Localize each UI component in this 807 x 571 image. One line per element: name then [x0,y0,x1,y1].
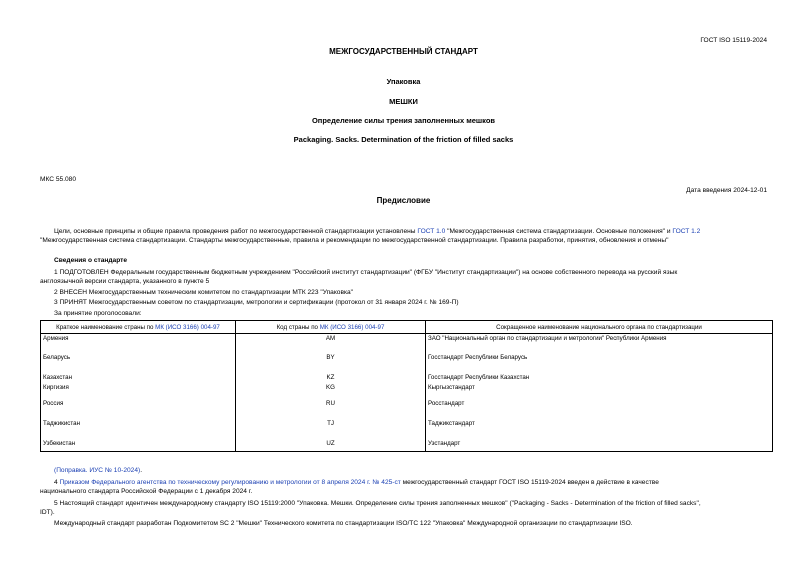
table-row [41,353,773,373]
table-row [41,419,773,439]
code-cell: RU [236,399,426,419]
code-cell: KZ [236,373,426,383]
country-cell: Казахстан [41,373,236,383]
item-3: 3 ПРИНЯТ Межгосударственным советом по стандартизации, метрологии и сертификации (протокол от 31 января 2024 г. № 169-П) [54,299,459,306]
column-header-country-text: Краткое наименование страны по [56,323,156,331]
table-row [41,334,773,353]
item-4-line-2: национального стандарта Российской Федерации с 1 декабря 2024 г. [40,488,253,495]
foreword-text-2: "Межгосударственная система стандартизации. Основные положения" и [445,228,673,235]
document-code: ГОСТ ISO 15119-2024 [700,37,767,44]
code-cell: KG [236,383,426,399]
table-row [41,399,773,419]
item-2: 2 ВНЕСЕН Межгосударственным техническим комитетом по стандартизации МТК 223 "Упаковка" [54,289,353,296]
country-cell: Россия [41,399,236,419]
country-cell: Армения [41,334,236,353]
gost-1-2-link[interactable]: ГОСТ 1.2 [672,228,701,235]
table-header-row [41,321,773,334]
item-4-text: межгосударственный стандарт ГОСТ ISO 15119-2024 введен в действие в качестве [400,479,659,486]
amendment-link[interactable]: (Поправка. ИУС № 10-2024) [54,467,141,474]
object-heading: МЕШКИ [389,97,418,106]
code-cell: BY [236,353,426,373]
item-5-line-2: IDT). [40,509,55,516]
voted-label: За принятие проголосовали: [54,310,142,317]
column-header-code-text: Код страны по [276,323,320,331]
mks-code: МКС 55.080 [40,176,77,183]
table-row [41,373,773,383]
body-cell: Госстандарт Республики Казахстан [426,373,773,383]
order-link[interactable]: Приказом Федерального агентства по техническому регулированию и метрологии от 8 апреля 2024 г. № 425-ст [59,479,401,486]
country-cell: Узбекистан [41,439,236,452]
mk-3166-link[interactable]: МК (ИСО 3166) 004-97 [155,323,220,331]
body-cell: Кыргызстандарт [426,383,773,399]
body-cell: ЗАО "Национальный орган по стандартизации и метрологии" Республики Армения [426,334,773,353]
item-5-line-1: 5 Настоящий стандарт идентичен международному стандарту ISO 15119:2000 "Упаковка. Мешки. Определение силы трения заполненных мешков" ("Packaging - Sacks - Determination of the friction of filled sacks", [54,500,701,507]
body-cell: Росстандарт [426,399,773,419]
foreword-text-3: "Межгосударственная система стандартизации. Стандарты межгосударственные, правила и рекомендации по межгосударственной стандартизации. Правила разработки, принятия, обновления и отмены" [40,237,669,244]
foreword-paragraph [40,227,770,237]
info-heading: Сведения о стандарте [54,257,128,264]
country-cell: Таджикистан [41,419,236,439]
amendment-tail: . [140,467,143,474]
column-header-body: Сокращенное наименование национального органа по стандартизации [426,321,773,334]
item-5-line-3: Международный стандарт разработан Подкомитетом SC 2 "Мешки" Технического комитета по стандартизации ISO/TC 122 "Упаковка" Международной организации по стандартизации ISO. [54,520,633,527]
country-cell: Беларусь [41,353,236,373]
intro-date: Дата введения 2024-12-01 [686,187,767,194]
item-4-number: 4 [54,479,60,486]
title-en: Packaging. Sacks. Determination of the friction of filled sacks [293,135,514,144]
code-cell: TJ [236,419,426,439]
code-cell: UZ [236,439,426,452]
foreword-heading: Предисловие [376,196,431,205]
column-header-country [41,321,236,334]
item-1-line-1: 1 ПОДГОТОВЛЕН Федеральным государственным бюджетным учреждением "Российский институт стандартизации" (ФГБУ "Институт стандартизации") на основе собственного перевода на русский язык [54,269,678,276]
country-cell: Киргизия [41,383,236,399]
member-countries-table [40,320,773,452]
body-cell: Узстандарт [426,439,773,452]
foreword-text-1: Цели, основные принципы и общие правила проведения работ по межгосударственной стандартизации установлены [54,228,418,235]
table-row [41,383,773,399]
code-cell: AM [236,334,426,353]
column-header-code [236,321,426,334]
subject-heading: Упаковка [386,77,421,86]
item-4 [40,478,770,488]
table-row [41,439,773,452]
mk-3166-link[interactable]: МК (ИСО 3166) 004-97 [319,323,385,331]
body-cell: Госстандарт Республики Беларусь [426,353,773,373]
gost-1-0-link[interactable]: ГОСТ 1.0 [417,228,446,235]
item-1-line-2: англоязычной версии стандарта, указанного в пункте 5 [40,278,210,285]
amendment-note [54,467,142,474]
title-ru: Определение силы трения заполненных мешков [311,116,496,125]
standard-type-heading: МЕЖГОСУДАРСТВЕННЫЙ СТАНДАРТ [329,47,478,56]
body-cell: Таджикстандарт [426,419,773,439]
